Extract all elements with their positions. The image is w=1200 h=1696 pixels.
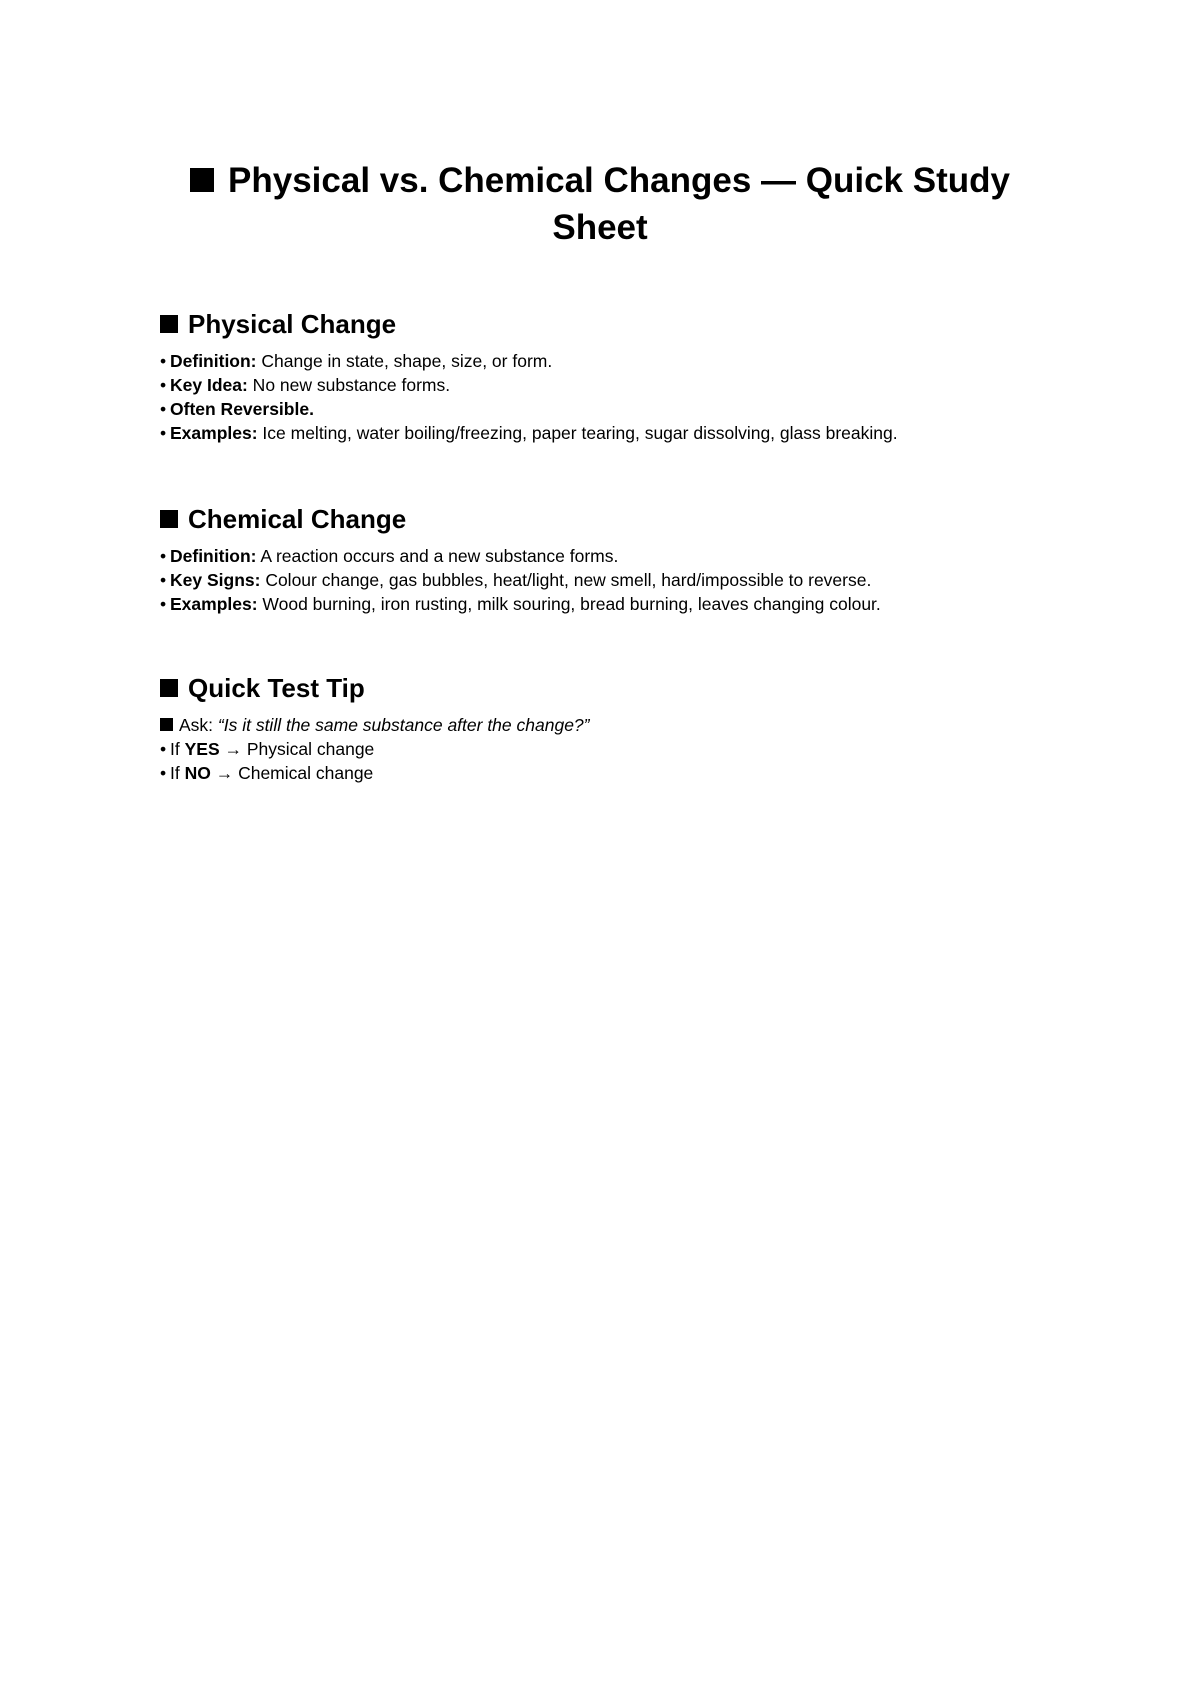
chemical-change-list [160,544,1060,616]
bullet-icon: • [160,763,167,783]
section-heading-text: Quick Test Tip [188,673,365,703]
section-heading [160,503,1060,535]
list-item [160,544,1060,568]
bullet-icon: • [160,739,167,759]
item-text: A reaction occurs and a new substance forms. [256,546,619,566]
bullet-icon: • [160,423,167,443]
item-text: Wood burning, iron rusting, milk souring, bread burning, leaves changing colour. [257,594,881,614]
square-bullet-icon [190,168,214,192]
item-label: Key Signs: [170,570,261,590]
list-item [160,373,1060,397]
section-physical-change [160,308,1060,445]
list-item [160,349,1060,373]
list-item [160,761,1060,785]
item-label: Key Idea: [170,375,248,395]
item-text: Colour change, gas bubbles, heat/light, new smell, hard/impossible to reverse. [260,570,872,590]
square-bullet-icon [160,510,178,528]
section-heading-text: Physical Change [188,309,397,339]
bullet-icon: • [160,351,167,371]
list-item [160,592,1060,616]
section-chemical-change [160,503,1060,616]
list-item [160,737,1060,761]
ask-question: “Is it still the same substance after the change?” [217,715,590,735]
square-bullet-icon [160,315,178,333]
bullet-icon: • [160,375,167,395]
item-label: YES [184,739,220,759]
section-heading [160,672,1060,704]
item-label: NO [184,763,211,783]
item-label: Definition: [170,351,257,371]
list-item [160,568,1060,592]
item-prefix: If [170,739,185,759]
physical-change-list [160,349,1060,445]
item-text: Ice melting, water boiling/freezing, paper tearing, sugar dissolving, glass breaking. [257,423,898,443]
item-text: No new substance forms. [247,375,451,395]
ask-label: Ask: [179,715,218,735]
item-label: Examples: [170,594,258,614]
square-bullet-icon [160,679,178,697]
page-title-text: Physical vs. Chemical Changes — Quick Study Sheet [228,161,1010,247]
ask-line [160,713,1060,737]
section-quick-test-tip [160,672,1060,785]
item-text: Change in state, shape, size, or form. [256,351,553,371]
quick-test-list [160,713,1060,785]
bullet-icon: • [160,570,167,590]
section-heading [160,308,1060,340]
item-text: → Physical change [219,739,375,759]
item-prefix: If [170,763,185,783]
section-heading-text: Chemical Change [188,504,407,534]
item-label: Often Reversible. [170,399,314,419]
list-item [160,397,1060,421]
square-bullet-icon [160,718,173,731]
page-title [150,157,1050,251]
list-item [160,421,1060,445]
item-label: Examples: [170,423,258,443]
bullet-icon: • [160,399,167,419]
bullet-icon: • [160,594,167,614]
bullet-icon: • [160,546,167,566]
item-label: Definition: [170,546,257,566]
item-text: → Chemical change [210,763,374,783]
